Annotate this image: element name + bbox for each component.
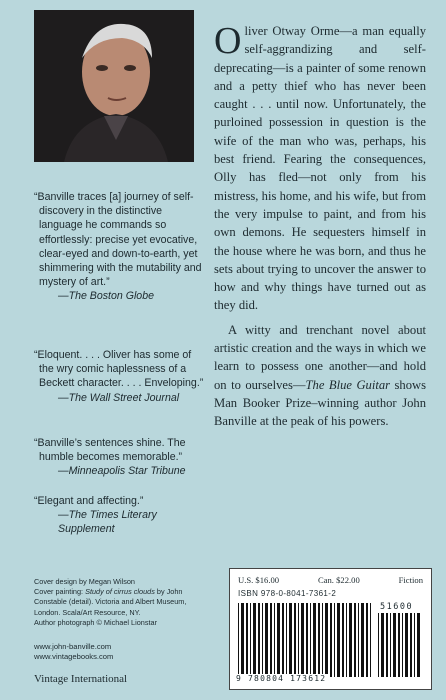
summary-paragraph-2: A witty and trenchant novel about artistic creation and the ways in which we learn to possess one another—and hold on to ourselves—The Blue Guitar shows Man Booker Prize–winning author John Banville at the peak of his powers. — [214, 322, 426, 429]
barcode-bar — [322, 603, 323, 677]
barcode-bar — [270, 603, 272, 677]
quote-source: —The Boston Globe — [58, 290, 154, 303]
barcode-bar — [274, 603, 275, 677]
barcode-bar — [405, 613, 408, 677]
barcode-bar — [349, 603, 352, 677]
websites — [34, 642, 204, 662]
painting-credit: Cover painting: Study of cirrus clouds by John Constable (detail). Victoria and Albert Museum, London. Scala/Art Resource, NY. — [34, 587, 187, 617]
barcode-bar — [262, 603, 263, 677]
barcode-bar — [354, 603, 356, 677]
quote-source: —Minneapolis Star Tribune — [58, 465, 186, 478]
barcode-addon-digits: 51600 — [380, 602, 414, 612]
author-website-link[interactable]: www.john-banville.com — [34, 642, 112, 651]
quote-text: “Banville traces [a] journey of self-discovery in the distinctive language he commands so effortlessly: precise yet evocative, clear-eyed and down-to-earth, yet shimmering with the mutability and mystery of art.” — [34, 191, 202, 289]
barcode-bar — [286, 603, 287, 677]
barcode-bar — [342, 603, 344, 677]
review-quote-3 — [34, 436, 204, 479]
barcode-bar — [325, 603, 328, 677]
barcode-bar — [393, 613, 396, 677]
price-row — [238, 575, 423, 585]
author-portrait-image — [34, 10, 194, 162]
publisher-imprint: Vintage International — [34, 673, 128, 685]
barcode-bar — [298, 603, 299, 677]
book-summary — [214, 22, 426, 431]
barcode-bar — [241, 603, 244, 677]
isbn-number: ISBN 978-0-8041-7361-2 — [238, 589, 337, 598]
barcode-bar — [410, 613, 412, 677]
quote-text: “Banville’s sentences shine. The humble becomes memorable.” — [34, 437, 186, 464]
barcode-bar — [366, 603, 368, 677]
barcode-bar — [250, 603, 251, 677]
barcode-bar — [282, 603, 284, 677]
barcode-bar — [378, 613, 379, 677]
barcode-bar — [238, 603, 239, 677]
barcode-bar — [289, 603, 292, 677]
book-title: The Blue Guitar — [305, 377, 391, 392]
barcode-bar — [370, 603, 371, 677]
barcode-bar — [258, 603, 260, 677]
barcode-bar — [301, 603, 304, 677]
barcode-bar — [417, 613, 420, 677]
barcode-bar — [402, 613, 403, 677]
barcode-bar — [306, 603, 308, 677]
us-price: U.S. $16.00 — [238, 575, 280, 585]
quote-text: “Eloquent. . . . Oliver has some of the wry comic haplessness of a Beckett character. . . . Enveloping.” — [34, 349, 204, 390]
design-credit: Cover design by Megan Wilson — [34, 577, 135, 586]
barcode-bar — [358, 603, 359, 677]
review-quote-2 — [34, 348, 204, 405]
ean-barcode — [238, 603, 374, 677]
quote-source: —The Wall Street Journal — [58, 391, 180, 404]
barcode-bar — [313, 603, 316, 677]
review-quote-1 — [34, 190, 204, 304]
barcode-bar — [265, 603, 268, 677]
summary-paragraph-1: Oliver Otway Orme—a man equally self-aggrandizing and self-deprecating—is a painter of some renown and a petty thief who has never been caught . . . until now. Unfortunately, the purloined possession in question is the wife of the man who was, perhaps, his best friend. Fearing the consequences, Olly has fled—not only from his mistress, his home, and his wife, but from the very impulse to paint, and from his own demons. He sequesters himself in the house where he was born, and thus he sets about trying to uncover the answer to how and why things have turned out as they did. — [214, 20, 426, 313]
author-photo — [34, 10, 194, 162]
barcode-bar — [381, 613, 384, 677]
quote-text: “Elegant and affecting.” — [34, 495, 144, 507]
quote-source: —The Times Literary Supplement — [58, 509, 157, 536]
barcode-bar — [337, 603, 340, 677]
barcode-bar — [277, 603, 280, 677]
drop-cap: O — [214, 20, 242, 62]
barcode-bar — [390, 613, 391, 677]
category-label: Fiction — [398, 575, 423, 585]
barcode-bar — [361, 603, 364, 677]
barcode-digits: 9 780804 173612 — [236, 674, 327, 683]
review-quote-4 — [34, 494, 204, 537]
barcode-bar — [246, 603, 248, 677]
photo-credit: Author photograph © Michael Lionstar — [34, 617, 158, 627]
addon-barcode — [378, 613, 420, 677]
barcode-bar — [346, 603, 347, 677]
barcode-panel — [229, 568, 432, 690]
barcode-bar — [253, 603, 256, 677]
barcode-bar — [330, 603, 332, 677]
barcode-bar — [398, 613, 400, 677]
barcode-bar — [386, 613, 388, 677]
publisher-website-link[interactable]: www.vintagebooks.com — [34, 652, 114, 662]
barcode-bar — [334, 603, 335, 677]
barcode-bar — [310, 603, 311, 677]
barcode-bar — [294, 603, 296, 677]
can-price: Can. $22.00 — [317, 575, 360, 585]
cover-credits — [34, 577, 204, 628]
barcode-bar — [414, 613, 415, 677]
barcode-bar — [318, 603, 320, 677]
